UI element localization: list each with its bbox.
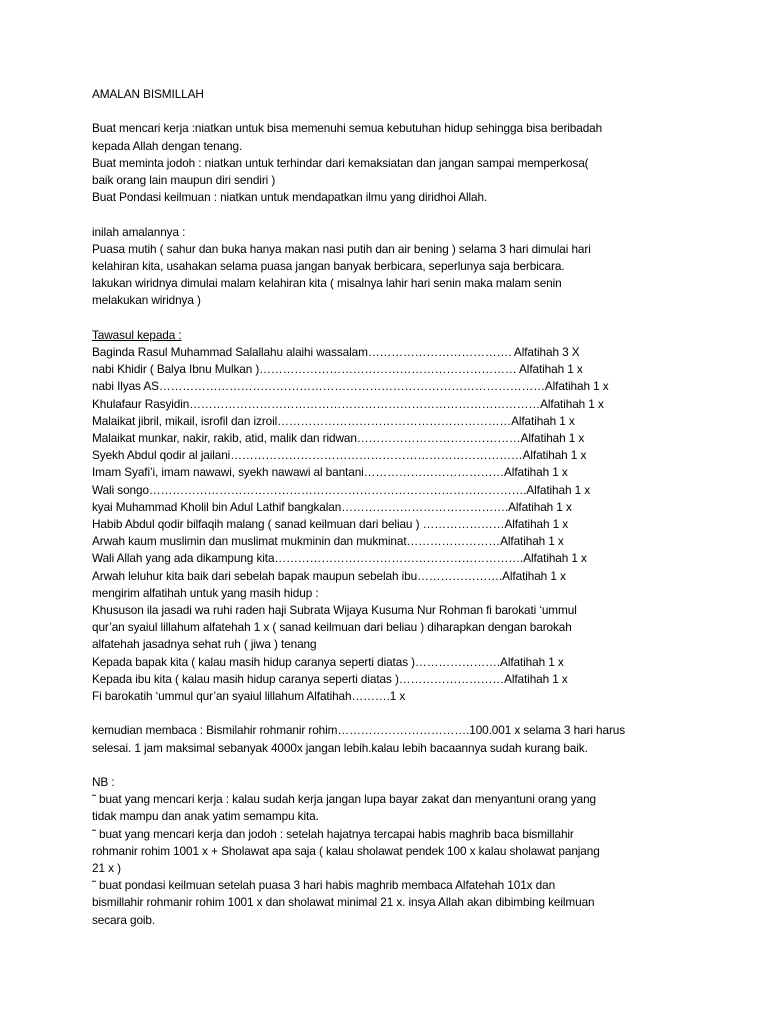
tawasul-section: [92, 327, 712, 705]
amalan-line: melakukan wiridnya ): [92, 293, 201, 308]
membaca-line: kemudian membaca : Bismilahir rohmanir rohim…………………………….100.001 x selama 3 hari harus: [92, 723, 626, 738]
tawasul-line: alfatehah jasadnya sehat ruh ( jiwa ) tenang: [92, 637, 317, 652]
membaca-line: selesai. 1 jam maksimal sebanyak 4000x jangan lebih.kalau lebih bacaannya sudah kurang baik.: [92, 740, 588, 755]
tawasul-line: Khulafaur Rasyidin………………………………………………………………………………Alfatihah 1 x: [92, 396, 604, 411]
amalan-section: [92, 224, 712, 310]
amalan-line: kelahiran kita, usahakan selama puasa jangan banyak berbicara, seperlunya saja berbicara.: [92, 259, 565, 273]
amalan-heading: inilah amalannya :: [92, 224, 186, 239]
tawasul-line: Malaikat jibril, mikail, isrofil dan izroil……………………………………………………Alfatihah 1 x: [92, 413, 575, 428]
tawasul-line: nabi Khidir ( Balya Ibnu Mulkan )………………………………………………………… Alfatihah 1 x: [92, 362, 583, 377]
nb-line: rohmanir rohim 1001 x + Sholawat apa saja ( kalau sholawat pendek 100 x kalau sholawat panjang: [92, 843, 600, 858]
nb-line: ˜ buat yang mencari kerja : kalau sudah kerja jangan lupa bayar zakat dan menyantuni orang yang: [92, 792, 596, 807]
nb-heading: NB :: [92, 775, 115, 790]
document-title: AMALAN BISMILLAH: [92, 87, 204, 101]
intro-line: baik orang lain maupun diri sendiri ): [92, 173, 276, 187]
intro-line: Buat mencari kerja :niatkan untuk bisa memenuhi semua kebutuhan hidup sehingga bisa beribadah: [92, 121, 603, 136]
tawasul-line: Kepada ibu kita ( kalau masih hidup caranya seperti diatas )………………………Alfatihah 1 x: [92, 671, 568, 686]
tawasul-line: Syekh Abdul qodir al jailani…………………………………………………………………Alfatihah 1 x: [92, 448, 587, 463]
intro-line: Buat Pondasi keilmuan : niatkan untuk mendapatkan ilmu yang diridhoi Allah.: [92, 190, 488, 205]
spacer: [92, 206, 712, 223]
tawasul-line: Khususon ila jasadi wa ruhi raden haji Subrata Wijaya Kusuma Nur Rohman fi barokati ‘ummul: [92, 603, 577, 618]
tawasul-line: Fi barokatih ‘ummul qur’an syaiul lillahum Alfatihah……….1 x: [92, 689, 406, 704]
tawasul-line: Imam Syafi’i, imam nawawi, syekh nawawi al bantani………………………………Alfatihah 1 x: [92, 465, 568, 480]
amalan-line: Puasa mutih ( sahur dan buka hanya makan nasi putih dan air bening ) selama 3 hari dimulai hari: [92, 241, 591, 256]
nb-line: tidak mampu dan anak yatim semampu kita.: [92, 809, 319, 824]
tawasul-line: qur’an syaiul lillahum alfatehah 1 x ( sanad keilmuan dari beliau ) diharapkan dengan barokah: [92, 620, 572, 635]
nb-line: bismillahir rohmanir rohim 1001 x dan sholawat minimal 21 x. insya Allah akan dibimbing keilmuan: [92, 895, 595, 910]
spacer: [92, 757, 712, 774]
nb-section: [92, 774, 712, 929]
nb-line: ˜ buat pondasi keilmuan setelah puasa 3 hari habis maghrib membaca Alfatehah 101x dan: [92, 878, 556, 893]
tawasul-line: Baginda Rasul Muhammad Salallahu alaihi wassalam………………………………. Alfatihah 3 X: [92, 345, 580, 359]
tawasul-line: Arwah leluhur kita baik dari sebelah bapak maupun sebelah ibu………………….Alfatihah 1 x: [92, 568, 566, 583]
tawasul-line: Wali Allah yang ada dikampung kita……………………………………………………….Alfatihah 1 x: [92, 551, 587, 566]
document-body: [92, 86, 712, 929]
intro-line: Buat meminta jodoh : niatkan untuk terhindar dari kemaksiatan dan jangan sampai memperkosa(: [92, 155, 589, 170]
tawasul-line: kyai Muhammad Kholil bin Adul Lathif bangkalan…………………………………….Alfatihah 1 x: [92, 499, 572, 514]
tawasul-line: mengirim alfatihah untuk yang masih hidup :: [92, 585, 319, 600]
membaca-section: [92, 722, 712, 756]
tawasul-line: Wali songo…………………………………………………………………………………….Alfatihah 1 x: [92, 482, 591, 497]
tawasul-line: Habib Abdul qodir bilfaqih malang ( sanad keilmuan dari beliau ) …………………Alfatihah 1 x: [92, 517, 569, 532]
tawasul-heading: Tawasul kepada :: [92, 327, 182, 342]
nb-line: 21 x ): [92, 861, 121, 876]
nb-line: secara goib.: [92, 912, 156, 927]
tawasul-line: Malaikat munkar, nakir, rakib, atid, malik dan ridwan……………………………………Alfatihah 1 x: [92, 431, 585, 446]
intro-section: [92, 120, 712, 206]
spacer: [92, 103, 712, 120]
amalan-line: lakukan wiridnya dimulai malam kelahiran kita ( misalnya lahir hari senin maka malam senin: [92, 276, 562, 291]
spacer: [92, 310, 712, 327]
tawasul-line: Arwah kaum muslimin dan muslimat mukminin dan mukminat……………………Alfatihah 1 x: [92, 534, 564, 549]
tawasul-line: nabi Ilyas AS………………………………………………………………………………………Alfatihah 1 x: [92, 379, 609, 394]
intro-line: kepada Allah dengan tenang.: [92, 138, 243, 153]
nb-line: ˜ buat yang mencari kerja dan jodoh : setelah hajatnya tercapai habis maghrib baca bismillahir: [92, 826, 574, 841]
spacer: [92, 705, 712, 722]
tawasul-line: Kepada bapak kita ( kalau masih hidup caranya seperti diatas )………………….Alfatihah 1 x: [92, 654, 564, 669]
